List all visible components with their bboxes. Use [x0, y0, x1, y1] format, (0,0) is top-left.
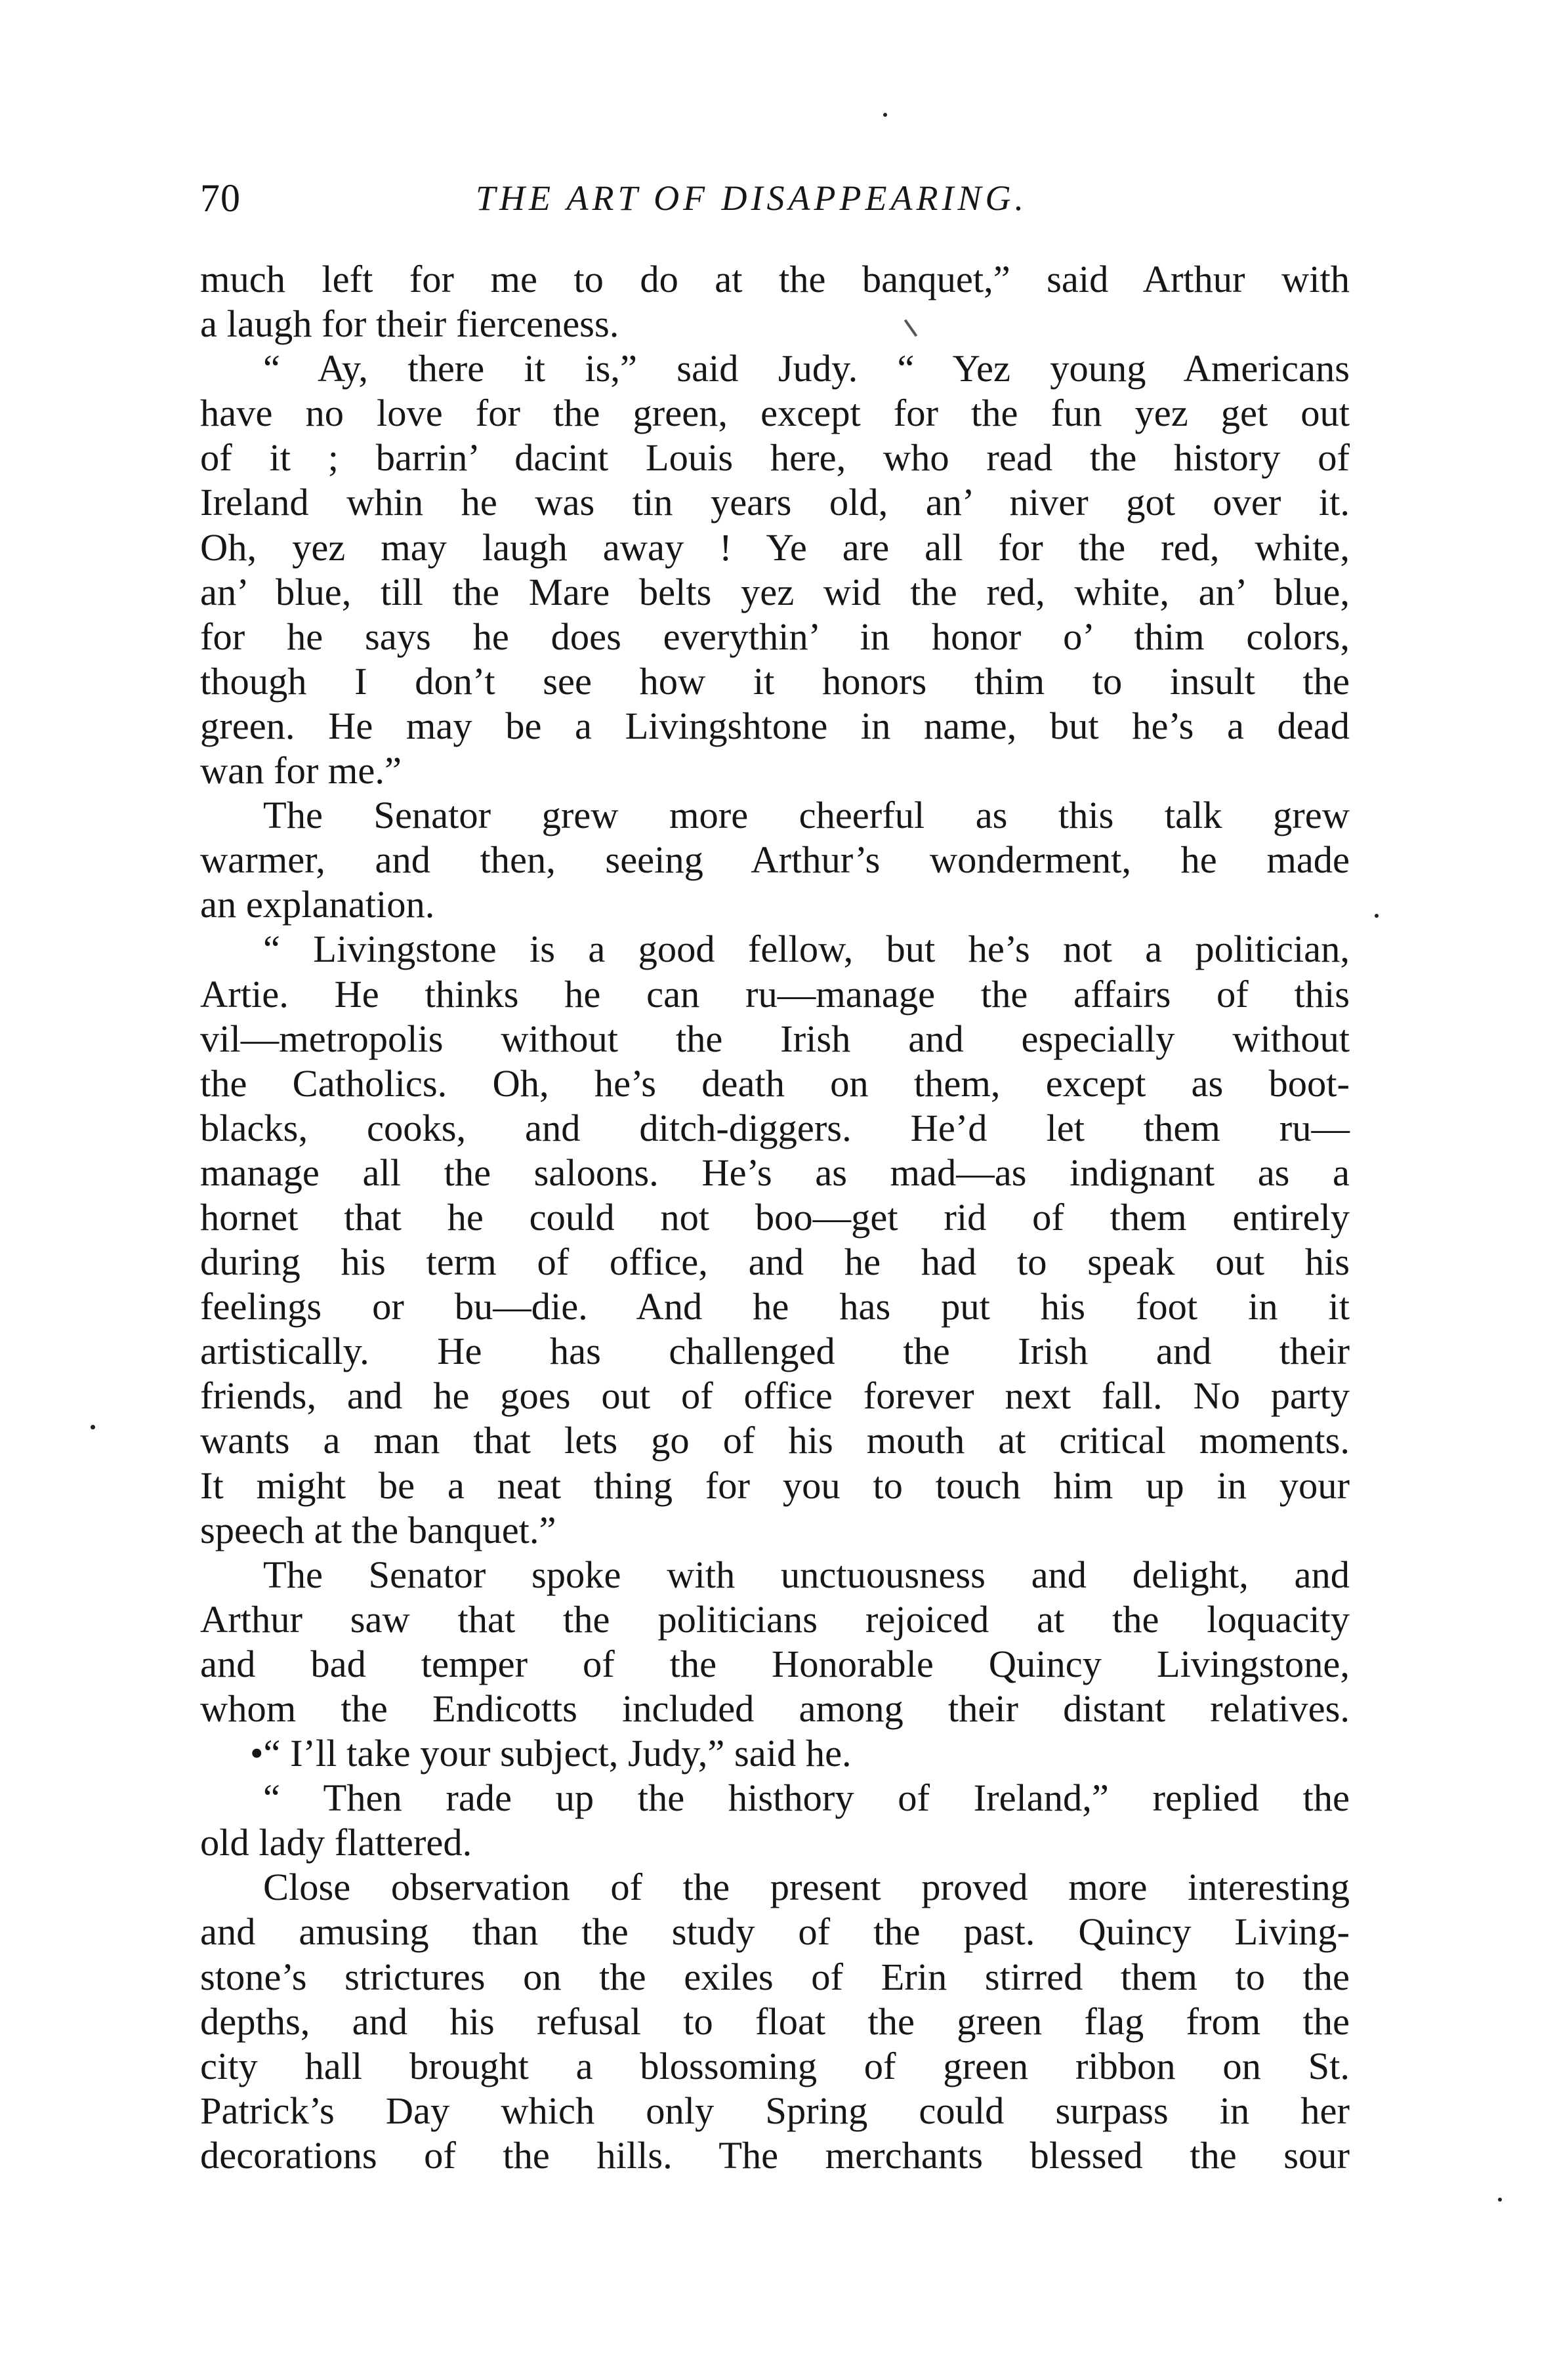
text-line: Arthur saw that the politicians rejoiced at the loquacity	[200, 1597, 1350, 1641]
running-head	[200, 172, 1342, 224]
text-line: manage all the saloons. He’s as mad—as indignant as a	[200, 1151, 1350, 1194]
text-line: Patrick’s Day which only Spring could surpass in her	[200, 2089, 1350, 2132]
text-line: have no love for the green, except for the fun yez get out	[200, 392, 1350, 435]
ink-speck	[883, 113, 887, 117]
text-line: the Catholics. Oh, he’s death on them, except as boot-	[200, 1061, 1350, 1105]
text-line: wants a man that lets go of his mouth at critical moments.	[200, 1419, 1350, 1462]
text-line: an explanation.	[200, 883, 435, 926]
text-line: Oh, yez may laugh away ! Ye are all for the red, white,	[200, 525, 1350, 569]
text-line: feelings or bu—die. And he has put his foot in it	[200, 1285, 1350, 1328]
page-number: 70	[200, 176, 241, 220]
text-line: decorations of the hills. The merchants blessed the sour	[200, 2133, 1350, 2177]
text-line: “ Then rade up the histhory of Ireland,” replied the	[263, 1776, 1350, 1820]
text-line: and amusing than the study of the past. Quincy Living-	[200, 1910, 1350, 1954]
text-line: vil—metropolis without the Irish and especially without	[200, 1017, 1350, 1060]
running-title: THE ART OF DISAPPEARING.	[476, 178, 1028, 218]
text-line: It might be a neat thing for you to touch him up in your	[200, 1464, 1350, 1507]
text-line: stone’s strictures on the exiles of Erin stirred them to the	[200, 1955, 1350, 1998]
text-line: whom the Endicotts included among their distant relatives.	[200, 1687, 1350, 1730]
text-line: artistically. He has challenged the Irish and their	[200, 1330, 1350, 1373]
text-line: blacks, cooks, and ditch-diggers. He’d let them ru—	[200, 1106, 1350, 1149]
text-line: for he says he does everythin’ in honor o’ thim colors,	[200, 615, 1350, 658]
text-line: Close observation of the present proved more interesting	[263, 1866, 1350, 1909]
text-line: •“ I’ll take your subject, Judy,” said he.	[250, 1732, 852, 1775]
text-line: The Senator grew more cheerful as this talk grew	[263, 794, 1350, 837]
text-line: though I don’t see how it honors thim to insult the	[200, 659, 1350, 703]
text-line: hornet that he could not boo—get rid of them entirely	[200, 1195, 1350, 1239]
text-line: green. He may be a Livingshtone in name, but he’s a dead	[200, 704, 1350, 747]
text-line: and bad temper of the Honorable Quincy Livingstone,	[200, 1642, 1350, 1685]
text-line: of it ; barrin’ dacint Louis here, who read the history of	[200, 436, 1350, 480]
text-line: during his term of office, and he had to speak out his	[200, 1241, 1350, 1284]
text-line: “ Ay, there it is,” said Judy. “ Yez young Americans	[263, 347, 1350, 390]
body-text	[200, 257, 1350, 2178]
text-line: friends, and he goes out of office forever next fall. No party	[200, 1374, 1350, 1418]
text-line: Ireland whin he was tin years old, an’ niver got over it.	[200, 481, 1350, 524]
text-line: warmer, and then, seeing Arthur’s wonderment, he made	[200, 838, 1350, 882]
ink-speck	[1375, 914, 1379, 918]
text-line: city hall brought a blossoming of green ribbon on St.	[200, 2044, 1350, 2087]
text-line: a laugh for their fierceness.	[200, 302, 619, 346]
text-line: Artie. He thinks he can ru—manage the affairs of this	[200, 972, 1350, 1016]
text-line: speech at the banquet.”	[200, 1508, 556, 1551]
ink-speck	[1498, 2198, 1502, 2202]
text-line: depths, and his refusal to float the green flag from the	[200, 2000, 1350, 2043]
ink-speck	[91, 1425, 95, 1429]
text-line: much left for me to do at the banquet,” said Arthur with	[200, 258, 1350, 300]
text-line: old lady flattered.	[200, 1821, 472, 1864]
text-line: The Senator spoke with unctuousness and delight, and	[263, 1553, 1350, 1596]
text-line: “ Livingstone is a good fellow, but he’s not a politician,	[263, 928, 1350, 971]
text-line: wan for me.”	[200, 749, 402, 792]
text-line: an’ blue, till the Mare belts yez wid the red, white, an’ blue,	[200, 570, 1350, 613]
